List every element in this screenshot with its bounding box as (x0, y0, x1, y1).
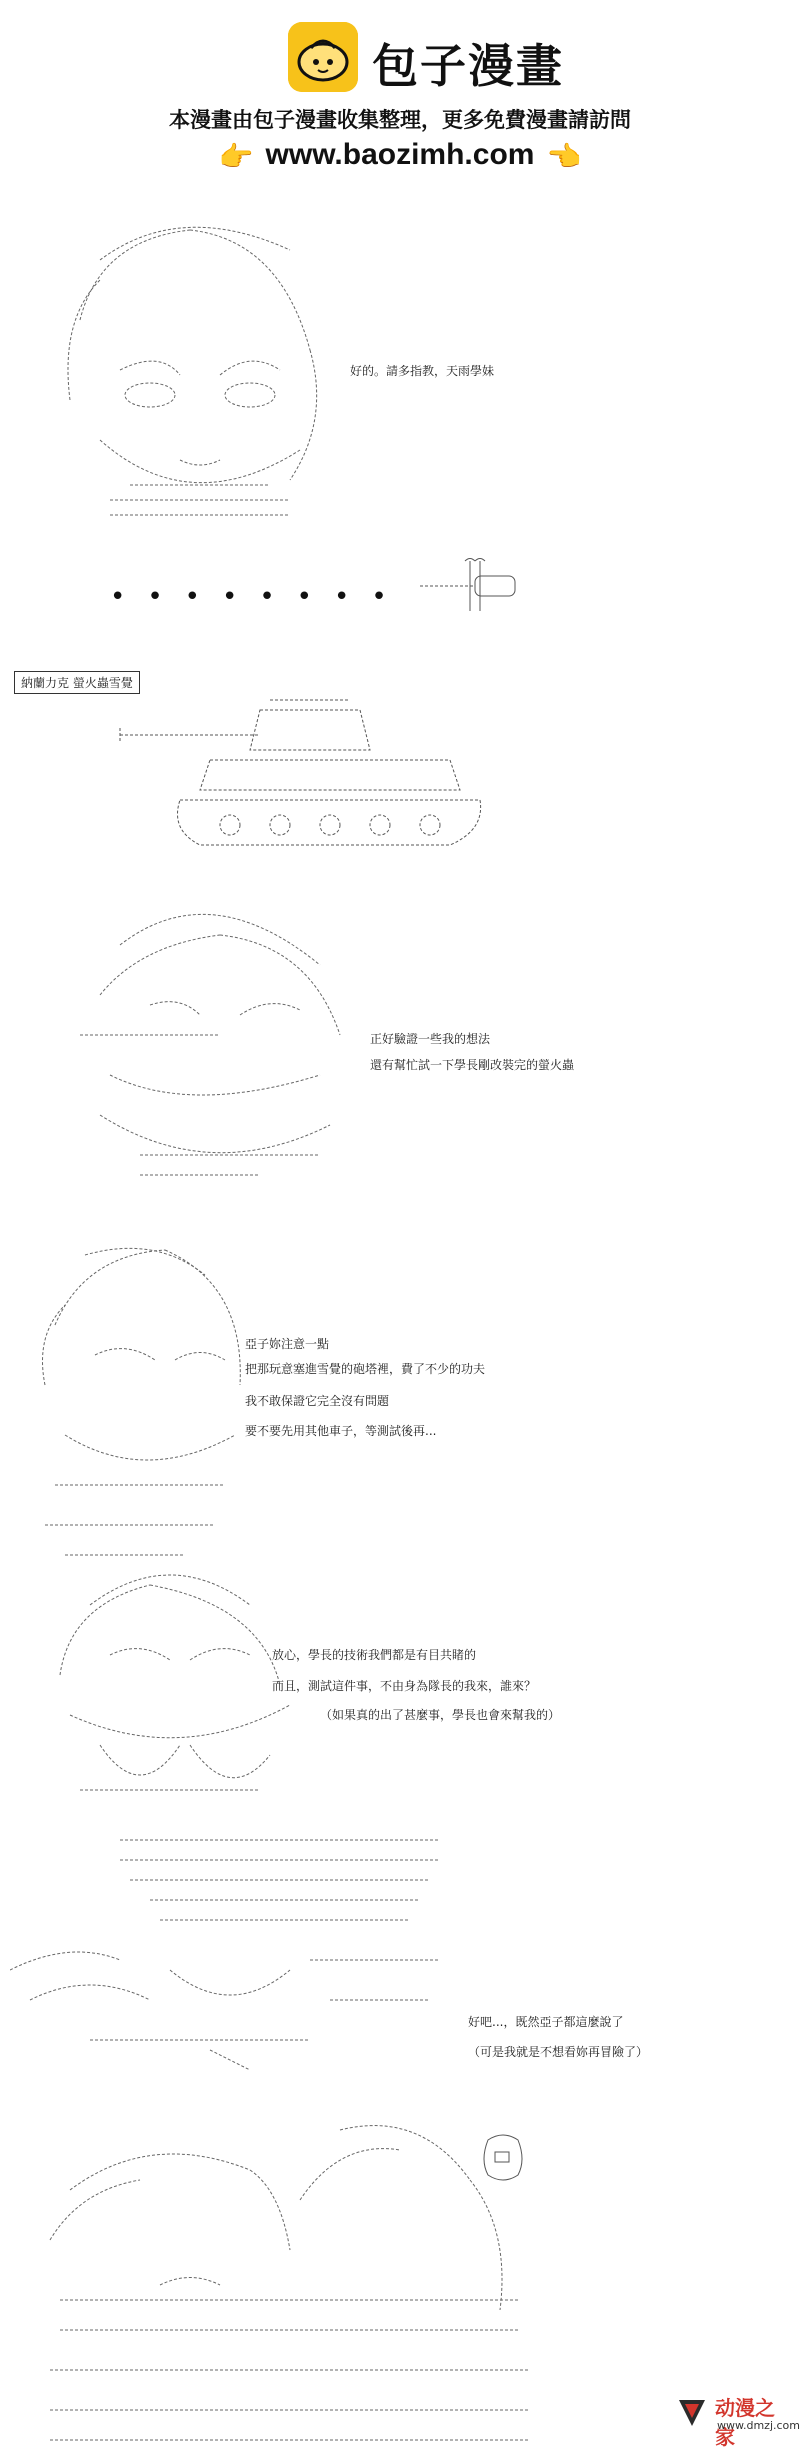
pointing-hand-left-icon: 👈 (546, 140, 582, 172)
panel-6-art (10, 1820, 450, 2070)
panel-1-dialog-line: 好的。請多指教，天雨學妹 (350, 364, 495, 378)
site-url-row (0, 138, 800, 173)
site-logo-text[interactable]: 包子漫畫 (372, 39, 564, 93)
panel-6-dialog-line-2: （可是我就是不想看妳再冒險了） (468, 2045, 649, 2059)
panel-5-dialog-line-2: 而且，測試這件事，不由身為隊長的我來，誰來？ (272, 1679, 537, 1693)
panel-6-dialog-line-1: 好吧...，既然亞子都這麼說了 (468, 2015, 624, 2029)
panel-3-dialog-line-1: 正好驗證一些我的想法 (370, 1032, 491, 1046)
panel-5-art (30, 1545, 300, 1815)
panel-3-art (60, 885, 350, 1185)
site-url-link[interactable]: www.baozimh.com (265, 138, 535, 171)
watermark-url: www.dmzj.com (717, 2419, 800, 2432)
pointing-hand-right-icon: 👉 (218, 140, 254, 172)
panel-4-dialog-line-2: 把那玩意塞進雪覺的砲塔裡，費了不少的功夫 (245, 1362, 486, 1376)
panel-4-dialog-line-4: 要不要先用其他車子，等測試後再... (245, 1424, 437, 1438)
panel-7-art (40, 2110, 540, 2445)
panel-3-dialog-line-2: 還有幫忙試一下學長剛改裝完的螢火蟲 (370, 1058, 575, 1072)
bun-logo-icon (288, 22, 358, 92)
panel-4-dialog-line-1: 亞子妳注意一點 (245, 1337, 330, 1351)
watermark-logo-icon (675, 2396, 709, 2430)
small-speech-bubble (478, 2130, 528, 2190)
panel-5-dialog-line-1: 放心，學長的技術我們都是有目共睹的 (272, 1648, 477, 1662)
watermark-text: 动漫之家 (715, 2396, 775, 2449)
panel-5-dialog-line-3: （如果真的出了甚麼事，學長也會來幫我的） (320, 1708, 561, 1722)
panel-4-dialog-line-3: 我不敢保證它完全沒有問題 (245, 1394, 390, 1408)
ellipsis-dots: •••••••• (110, 582, 409, 612)
wind-up-key-icon (415, 556, 525, 616)
panel-2-tank-art (110, 680, 490, 860)
panel-2-label: 納蘭力克 螢火蟲雪覺 (14, 671, 140, 694)
panel-4-art (25, 1235, 255, 1565)
site-tagline: 本漫畫由包子漫畫收集整理，更多免費漫畫請訪問 (169, 108, 631, 132)
panel-1-art (40, 200, 340, 535)
watermark (675, 2392, 800, 2449)
site-header (0, 0, 800, 172)
